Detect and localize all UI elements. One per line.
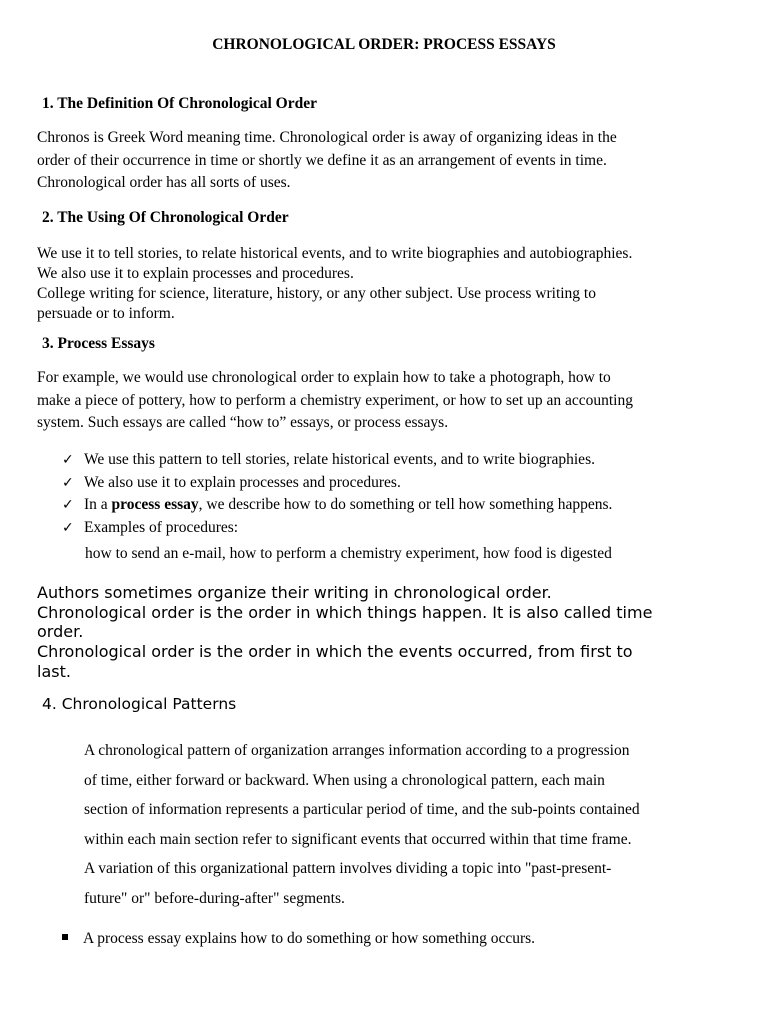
checklist-item: ✓ We use this pattern to tell stories, relate historical events, and to write biographies.: [62, 449, 742, 472]
checklist: [62, 449, 742, 539]
paragraph-line: of time, either forward or backward. When using a chronological pattern, each main: [84, 771, 605, 789]
paragraph-line: A chronological pattern of organization arranges information according to a progression: [84, 742, 630, 759]
section4-paragraph: [84, 736, 744, 913]
paragraph-line: system. Such essays are called “how to” essays, or process essays.: [37, 414, 449, 431]
paragraph-line: persuade or to inform.: [37, 305, 175, 322]
paragraph-line: section of information represents a particular period of time, and the sub-points contained: [84, 801, 640, 818]
bullet-item: A process essay explains how to do something or how something occurs.: [62, 930, 535, 948]
check-mark-icon: ✓: [62, 519, 74, 536]
checklist-item: ✓ In a process essay, we describe how to do something or tell how something happens.: [62, 494, 742, 517]
paragraph-line: For example, we would use chronological order to explain how to take a photograph, how to: [37, 369, 611, 386]
check-mark-icon: ✓: [62, 474, 74, 491]
paragraph-line: College writing for science, literature, history, or any other subject. Use process writing to: [37, 285, 596, 302]
examples-line: how to send an e-mail, how to perform a chemistry experiment, how food is digested: [85, 545, 612, 562]
paragraph-line: We also use it to explain processes and procedures.: [37, 265, 354, 282]
section1-paragraph: [37, 127, 737, 195]
summary-block: [37, 583, 737, 682]
checklist-item: ✓ We also use it to explain processes and procedures.: [62, 472, 742, 495]
section3-heading: 3. Process Essays: [42, 335, 155, 352]
section4-heading: 4. Chronological Patterns: [42, 695, 237, 713]
section3-paragraph: [37, 367, 737, 435]
paragraph-line: within each main section refer to significant events that occurred within that time frame.: [84, 830, 632, 848]
bold-term: process essay: [111, 496, 199, 514]
summary-line: Chronological order is the order in which things happen. It is also called time: [37, 602, 653, 622]
paragraph-line: future" or" before-during-after" segments.: [84, 889, 345, 907]
summary-line: last.: [37, 661, 71, 681]
paragraph-line: make a piece of pottery, how to perform a chemistry experiment, or how to set up an accounting: [37, 391, 633, 409]
square-bullet-icon: [62, 934, 68, 940]
paragraph-line: We use it to tell stories, to relate historical events, and to write biographies and autobiographies.: [37, 245, 633, 262]
check-mark-icon: ✓: [62, 452, 74, 468]
summary-line: order.: [37, 622, 84, 642]
summary-line: Authors sometimes organize their writing in chronological order.: [37, 583, 552, 602]
checklist-item: ✓ Examples of procedures:: [62, 517, 742, 540]
paragraph-line: order of their occurrence in time or shortly we define it as an arrangement of events in time.: [37, 151, 607, 169]
paragraph-line: Chronological order has all sorts of uses.: [37, 174, 291, 191]
section2-heading: 2. The Using Of Chronological Order: [42, 209, 289, 226]
paragraph-line: A variation of this organizational pattern involves dividing a topic into "past-present-: [84, 860, 612, 877]
check-mark-icon: ✓: [62, 497, 74, 514]
section2-paragraph: [37, 244, 737, 324]
paragraph-line: Chronos is Greek Word meaning time. Chronological order is away of organizing ideas in the: [37, 129, 617, 146]
document-title: CHRONOLOGICAL ORDER: PROCESS ESSAYS: [212, 36, 556, 53]
section1-heading: 1. The Definition Of Chronological Order: [42, 95, 317, 112]
summary-line: Chronological order is the order in which the events occurred, from first to: [37, 642, 633, 662]
